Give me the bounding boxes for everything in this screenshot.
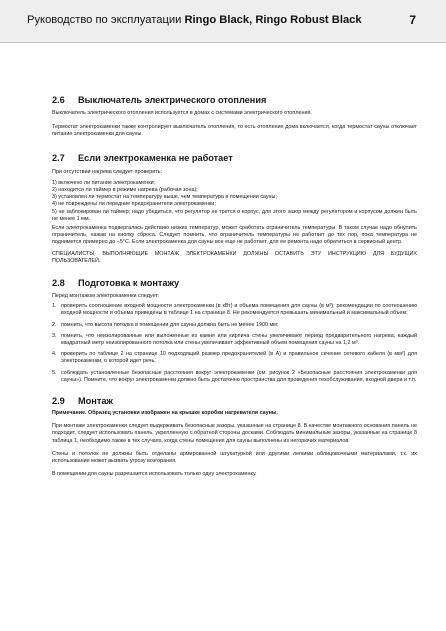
preparation-list	[52, 303, 417, 384]
title-prefix: Руководство по эксплуатации	[27, 14, 185, 26]
section-2-6-heading: 2.6 Выключатель электрического отопления	[52, 95, 267, 105]
section-2-9-paragraph: При монтаже электрокаменки следует выдерживать безопасные зазоры, указанные на странице 8. В качестве монтажного основания панель не подходит, следует использовать панель, укрепленную с обратной стороны досками. Соблюдать минимальные зазоры, указанные на странице 8 таблица 1, необходимо также в тех случаях, когда стены помещения для сауны выполнены из негорючих материалов.	[52, 423, 417, 444]
section-2-6-paragraph: Термостат электрокаменки также контролирует выключатель отопления, то есть отопление дома включается, когда термостат сауны отключает питание электрокаменки для сауны.	[52, 124, 417, 138]
title-model-names: Ringo Black, Ringo Robust Black	[184, 14, 362, 26]
section-2-8-intro: Перед монтажом электрокаменки следует:	[52, 293, 160, 300]
installation-note: Примечание. Образец установки изображен на крышке коробки нагревателя сауны.	[52, 410, 278, 417]
list-item: 1. проверить соотношение входной мощности электрокаменки (в кВт) и объема помещения для сауны (в м³); рекомендации по соотношению входной мощности и объема приведены в таблице 1 на странице 8. Не рекомендуется превышать минимальный и максимальный объем;	[52, 303, 417, 317]
section-2-7-heading: 2.7 Если электрокаменка не работает	[52, 152, 233, 163]
troubleshooting-checklist	[52, 180, 417, 223]
section-2-9-heading: 2.9 Монтаж	[52, 396, 113, 407]
list-item: 4. проверить по таблице 2 на странице 10 подходящий размер предохранителей (в А) и правильное сечение сетевого кабеля (в мм²) для электрокаменки, о которой идет речь.	[52, 351, 417, 365]
list-item: 3. помнить, что неизолированные или выложенные из камня или кирпича стены увеличивают период предварительного нагрева; каждый квадратный метр неизолированного потолка или стены увеличивает эффективный объем помещения сауны на 1,2 м³.	[52, 332, 417, 347]
section-2-8-heading: 2.8 Подготовка к монтажу	[52, 278, 180, 289]
list-item: 2. помнить, что высота потолка в помещении для сауны должна быть не менее 1900 мм;	[52, 321, 279, 328]
list-item: 5) не заблокирован ли таймер; надо убедиться, что регулятор не трется о корпус, для этого зазор между регулятором и корпусом должен быть не менее 1 мм.	[52, 208, 417, 222]
document-body	[52, 44, 417, 479]
section-2-7-paragraph: Если электрокаменка подвергалась действию низких температур, может сработать ограничитель температуры. В таком случае надо обнулить ограничитель, нажав на кнопку сброса. Следует помнить, что ограничитель температуры не работает до тех пор, пока температура не поднимется примерно до −5°С. Если электрокаменка для сауны все еще не работает, для ее ремонта надо обратиться в сервисный центр.	[52, 225, 417, 246]
list-item: 4) не повреждены ли передние предохранители электрокаменки;	[52, 201, 216, 208]
section-2-9-paragraph: Стены и потолок не должны быть отделаны армированной штукатуркой или другими легкими облицовочными материалами, т.к. их использование может вызвать угрозу возгорания.	[52, 450, 417, 465]
list-item: 5. соблюдать установленные безопасные расстояния вокруг электрокаменки (см. рисунок 2 «Безопасные расстояния электрокаменки для сауны»). Помните, что вокруг электрокаменки должно быть достаточно пространства для проведения техобслуживания, входной двери и т.п.	[52, 369, 417, 383]
installer-notice: СПЕЦИАЛИСТЫ, ВЫПОЛНЯЮЩИЕ МОНТАЖ ЭЛЕКТРОКАМЕНКИ ДОЛЖНЫ ОСТАВИТЬ ЭТУ ИНСТРУКЦИЮ ДЛЯ БУДУЩИХ ПОЛЬЗОВАТЕЛЕЙ.	[52, 250, 417, 264]
page-header	[0, 0, 446, 43]
section-2-6-paragraph: Выключатель электрического отопления используется в домах с системами электрического отопления.	[52, 110, 312, 116]
document-title	[27, 14, 362, 26]
section-2-9-paragraph: В помещении для сауны разрешается использовать только одну электрокаменку.	[52, 471, 257, 478]
list-item: 1) включено ли питание электрокаменки;	[52, 179, 156, 186]
list-item: 2) находится ли таймер в режиме нагрева (рабочая зона);	[52, 187, 198, 194]
list-item: 3) установлен ли термостат на температуру выше, чем температура в помещении сауны;	[52, 194, 277, 201]
section-2-7-intro: При отсутствии нагрева следует проверить:	[52, 168, 163, 175]
page-number: 7	[409, 13, 416, 27]
